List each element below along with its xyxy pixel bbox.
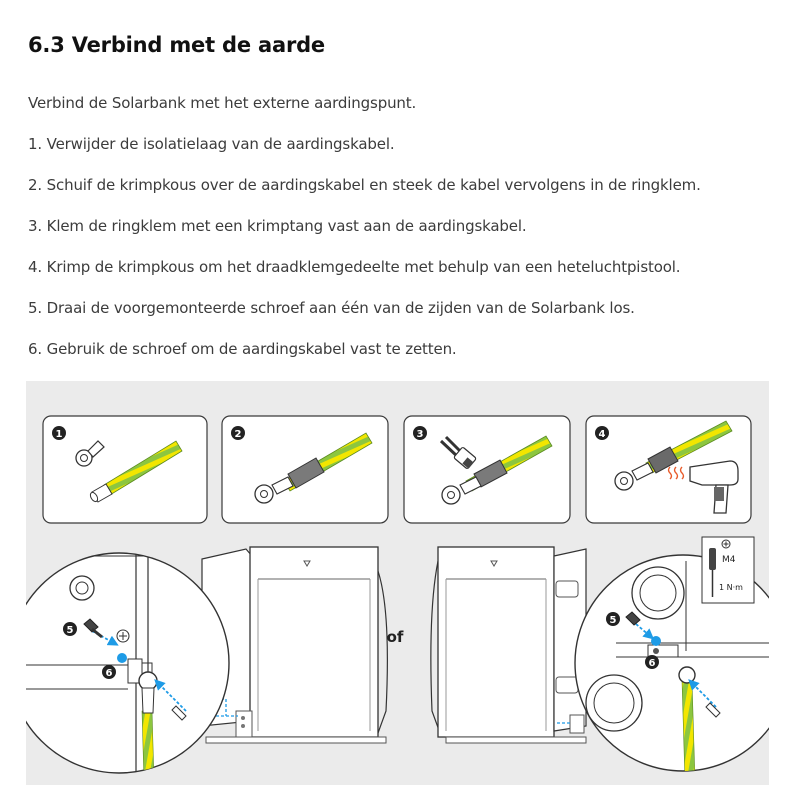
intro-text: Verbind de Solarbank met het externe aardingspunt. xyxy=(28,94,417,112)
step-1-text: 1. Verwijder de isolatielaag van de aardingskabel. xyxy=(28,135,395,153)
grounding-illustration xyxy=(26,381,769,785)
screw-hole-marker xyxy=(117,653,127,663)
step-3-text: 3. Klem de ringklem met een krimptang vast aan de aardingskabel. xyxy=(28,217,527,235)
svg-text:6: 6 xyxy=(648,658,656,669)
svg-text:5: 5 xyxy=(609,615,617,626)
solarbank-unit-right xyxy=(431,547,586,743)
screwdriver-spec-box xyxy=(702,537,754,603)
svg-text:4: 4 xyxy=(598,429,606,440)
svg-text:3: 3 xyxy=(416,429,424,440)
zoom-detail-left xyxy=(26,541,229,781)
or-label: of xyxy=(386,628,404,646)
solarbank-unit-left xyxy=(202,547,387,743)
svg-text:1: 1 xyxy=(55,429,63,440)
svg-text:2: 2 xyxy=(234,429,242,440)
screw-hole-marker xyxy=(651,636,661,646)
step-6-text: 6. Gebruik de schroef om de aardingskabel vast te zetten. xyxy=(28,340,457,358)
step-panel-4 xyxy=(586,416,751,523)
step-panel-1 xyxy=(43,416,207,523)
step-panel-2 xyxy=(222,416,388,523)
torque-label: 1 N·m xyxy=(719,583,743,592)
step-panel-3 xyxy=(404,416,570,523)
section-heading: 6.3 Verbind met de aarde xyxy=(28,33,325,57)
svg-text:6: 6 xyxy=(105,668,113,679)
step-5-text: 5. Draai de voorgemonteerde schroef aan één van de zijden van de Solarbank los. xyxy=(28,299,635,317)
step-4-text: 4. Krimp de krimpkous om het draadklemgedeelte met behulp van een heteluchtpistool. xyxy=(28,258,681,276)
svg-text:5: 5 xyxy=(66,625,74,636)
phillips-screw-icon xyxy=(722,540,730,548)
screw-size-label: M4 xyxy=(722,555,736,565)
step-2-text: 2. Schuif de krimpkous over de aardingskabel en steek de kabel vervolgens in de ringklem. xyxy=(28,176,701,194)
